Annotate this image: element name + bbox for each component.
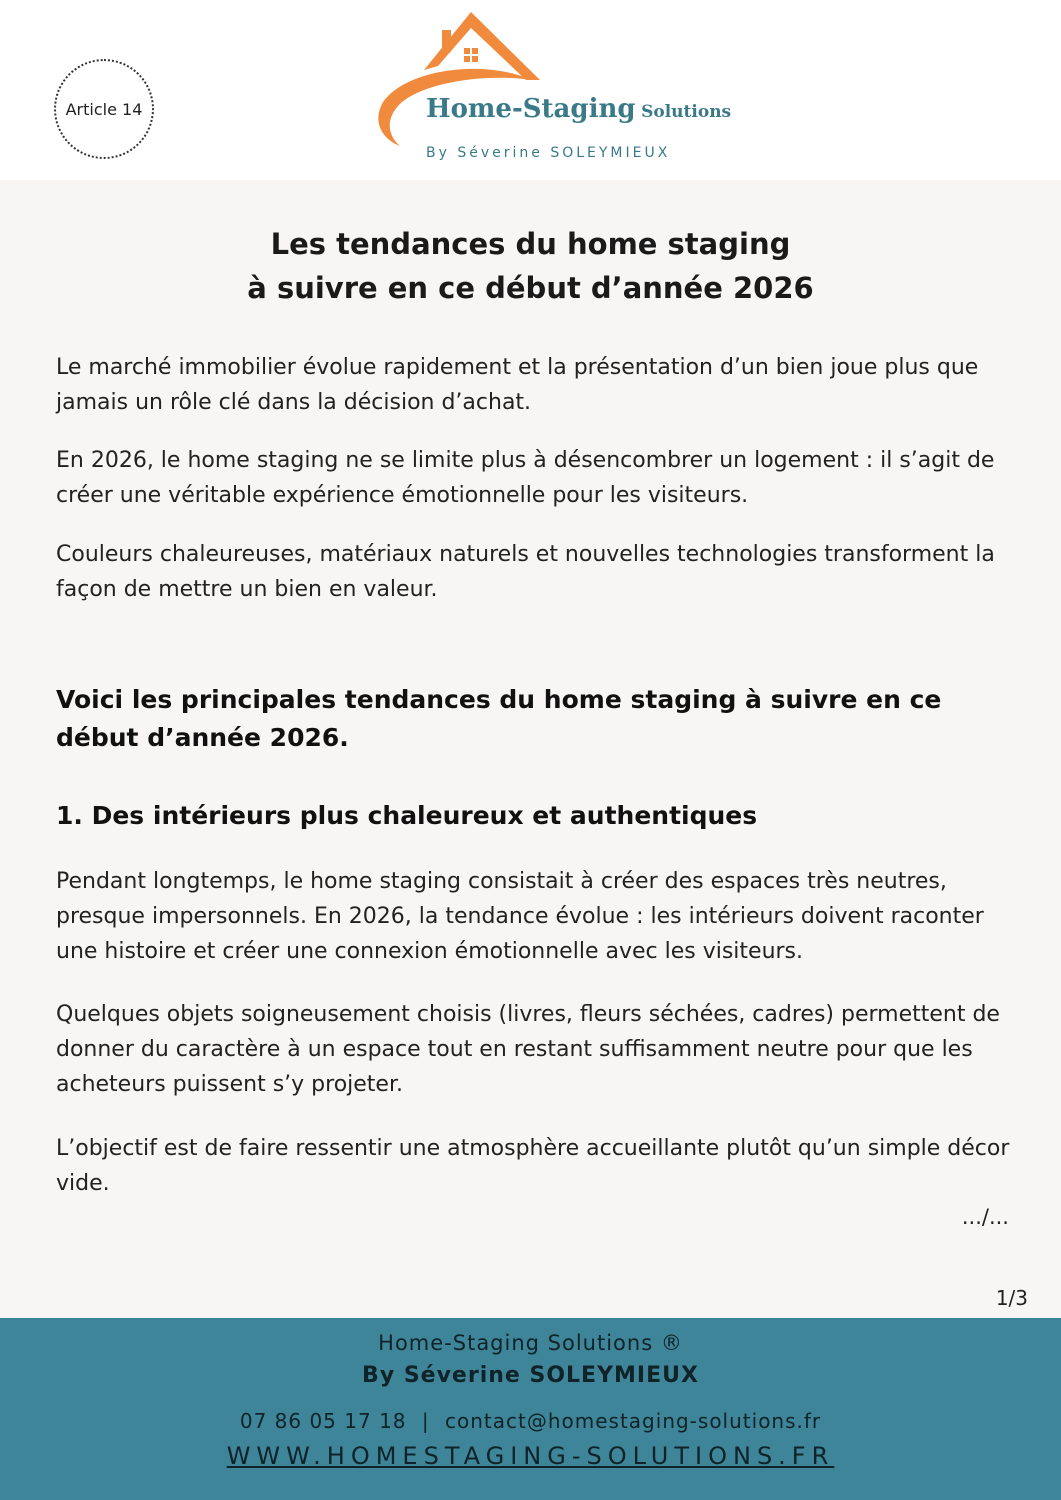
footer-separator: | <box>421 1409 430 1433</box>
header <box>0 0 1061 180</box>
section-1-paragraph-3: L’objectif est de faire ressentir une atmosphère accueillante plutôt qu’un simple décor vide. <box>56 1136 1010 1196</box>
page-number: 1/3 <box>995 1286 1028 1310</box>
section-1-heading: 1. Des intérieurs plus chaleureux et authentiques <box>56 801 758 830</box>
lead-heading: Voici les principales tendances du home staging à suivre en ce début d’année 2026. <box>56 685 942 752</box>
logo-brand-main: Home-Staging <box>426 94 636 124</box>
page-title <box>0 222 1061 310</box>
title-line-2: à suivre en ce début d’année 2026 <box>247 271 814 305</box>
intro-paragraph-3: Couleurs chaleureuses, matériaux naturels et nouvelles technologies transforment la façon de mettre un bien en valeur. <box>56 542 995 602</box>
intro-paragraph-1: Le marché immobilier évolue rapidement et la présentation d’un bien joue plus que jamais un rôle clé dans la décision d’achat. <box>56 355 979 415</box>
continuation-marker: .../... <box>961 1205 1009 1229</box>
logo-brand <box>426 94 731 124</box>
footer-phone[interactable]: 07 86 05 17 18 <box>239 1409 407 1433</box>
intro-paragraph-2: En 2026, le home staging ne se limite plus à désencombrer un logement : il s’agit de créer une véritable expérience émotionnelle pour les visiteurs. <box>56 448 995 508</box>
section-1-paragraph-2: Quelques objets soigneusement choisis (livres, fleurs séchées, cadres) permettent de donner du caractère à un espace tout en restant suffisamment neutre pour que les acheteurs puissent s’y projeter. <box>56 1002 1000 1097</box>
footer <box>0 1318 1061 1500</box>
title-line-1: Les tendances du home staging <box>270 227 791 261</box>
logo-brand-sub: Solutions <box>641 102 732 122</box>
footer-website-link[interactable]: WWW.HOMESTAGING-SOLUTIONS.FR <box>226 1442 835 1470</box>
article-badge-label: Article 14 <box>65 99 143 119</box>
logo[interactable] <box>372 8 732 173</box>
section-1-paragraph-1: Pendant longtemps, le home staging consistait à créer des espaces très neutres, presque impersonnels. En 2026, la tendance évolue : les intérieurs doivent raconter une histoire et créer une connexion émotionnelle avec les visiteurs. <box>56 869 984 964</box>
footer-contact <box>0 1409 1061 1433</box>
footer-email-link[interactable]: contact@homestaging-solutions.fr <box>445 1409 822 1433</box>
footer-author: By Séverine SOLEYMIEUX <box>362 1363 699 1388</box>
footer-brand: Home-Staging Solutions ® <box>378 1331 683 1355</box>
article-badge <box>54 59 154 159</box>
logo-tagline: By Séverine SOLEYMIEUX <box>426 145 671 161</box>
